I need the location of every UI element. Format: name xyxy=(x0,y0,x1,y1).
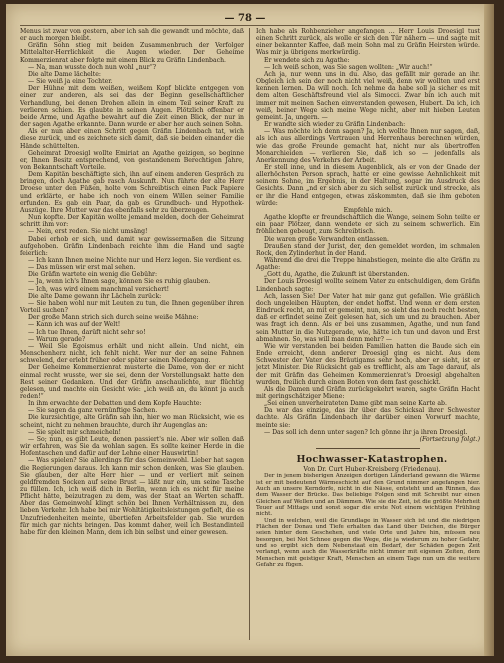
paragraph: Als die Damen und Gräfin zurückgekehrt waren, sagte Gräfin Hacht mit geringschätziger Miene: xyxy=(256,385,480,400)
book-spine xyxy=(484,4,494,656)
paragraph: Nun kopfte. Der Kapitän wollte jemand melden, doch der Geheimrat schritt ihm vor: xyxy=(20,214,244,229)
paragraph: — Das soll ich denn unter sagen? Ich gönne ihr ja ihren Droesigl. xyxy=(264,428,468,436)
paragraph: Da war das einzige, das ihr über das Schicksal ihrer Schwester dachte. Als Gräfin Lindenbach ihr darüber einen Vorwurf machte, meinte sie: xyxy=(256,407,480,429)
paragraph: Dabei erhob er sich, und damit war gewissermaßen die Sitzung aufgehoben. Gräfin Lindenbach reichte ihm die Hand und sagte feierlich: xyxy=(20,235,244,257)
paragraph: — Ich kann Ihnen meine Nichte nur und Herz legen. Sie verdient es. xyxy=(28,257,242,264)
article-byline: Von Dr. Curt Huber-Kreisberg (Friedenau). xyxy=(303,466,441,474)
paragraph: — Sie haben wohl nur mit Leuten zu tun, die Ihnen gegenüber ihren Vorteil suchen? xyxy=(20,299,244,315)
paragraph: — Was spielen? Sie allerdings für das Gemeinwohl. Lieber hat sagen die Regierungen daraus. Ich kann mir schon denken, was Sie glauben. Sie glauben, der alte Herr hier — und er verliert mit seinen geldfremden Socken auf seine Brust — läßt nur ein, um seine Tasche zu füllen. Ich, ich weiß dich in Berlin, wenn ich es nicht für meine Pflicht hätte, beizutragen zu dem, was der Staat an Werten schafft. Aber das Gemeinwohl klingt schön bei Ihnen Verhältnissen zu, den lieben Verkehr. Ich habe bei mir Wohltätigkeitsleistungen gefielt, die es Unzufriedenheiten meinte, übertiefen Arbeitsfelder gab. Sie wurden für mich gar nichts bringen. Das kommt daher, weil ich Bestandinteil habe für den kleinen Mann, dem ich bin selbst und einer gewesen. xyxy=(20,457,244,536)
paragraph: Der Hühne mit dem weißen, weißem Kopf blickte entgegen von einer zur anderen, als sei das der Beginn gesellschaftlicher Verhandlung, bei denen Drohen allein in einem Teil seiner Kraft zu verlieren schien. Es glaubte in seinen Augen. Plötzlich offenbar er beide Arme, und Agathe bewahrt auf die Zeit einen Blick, der nur in der sagen Agathe erkannte. Dann wurde er aber her auch seinen Sohn. xyxy=(20,85,244,129)
paragraph: — Nein, erst reden. Sie nicht umsäng! xyxy=(28,228,148,236)
paragraph: — Ich, was wird einem manchmal versichert! xyxy=(28,285,170,293)
paragraph: Menus ist zwar von gestern, aber ich sah die gewandt und möchte, daß er auch morgen bleibt. xyxy=(20,28,244,43)
paragraph: Der Louis Droesigl wollte seinem Vater zu entschuldigen, dem Gräfin Lindenbach sagte: xyxy=(256,278,480,293)
paragraph: — Ich weiß schon, was Sie sagen wollten: „Wir auch!“ xyxy=(264,63,433,71)
paragraph: — Was möchte ich denn sagen? Ja, ich wollte Ihnen nur sagen, daß, als ich aus allerdings Vertrauen und Herrenhaus berechnen würden, wie das große Freunde gemacht hat, nicht nur als übertroffen Monarchieiden — verlieren Sie, daß ich so — jedenfalls als Anerkennung des Verkehrs der Arbeit. xyxy=(256,128,480,164)
paragraph: Er wendete sich zu Agathe: xyxy=(264,56,350,64)
paragraph: Die kurzsichtige, alte Gräfin sah ihn, hier wo man Rücksicht, wie es scheint, nicht zu nehmen brauchte, durch ihr Augenglas an: xyxy=(20,414,244,429)
column-divider xyxy=(249,28,250,640)
paragraph: Draußen stand der Jurist, der, den gemeldet worden, im schmalen Rock, den Zylinderhut in der Hand. xyxy=(256,242,480,257)
paragraph: Gräfin Sohn stieg mit beiden Zusammenbruch der Verfolger Mittelalter-Herrlichkeit die Augen wieder. Der Geheime Kommerzienrat aber folgte mit einem Blick zu Gräfin Lindenbach. xyxy=(20,42,244,64)
paragraph: — Sie sagen da ganz vernünftige Sachen. xyxy=(28,407,158,415)
paragraph: In ihm erwachte der Debatten und dem Kopfe Hauchte: xyxy=(28,400,202,408)
paragraph: Während die drei die Treppe hinabstiegen, meinte die alte Gräfin zu Agathe: xyxy=(256,257,480,272)
article-title: Hochwasser-Katastrophen. xyxy=(296,454,448,466)
paragraph: — So; nun, es gibt Leute, denen passiert's nie. Aber wir sollen daß wir erfahren, was Sie da wohlan sagen. Es sollte keiner Herde in die Hofentaschen und dafür auf der Lehne einer Hauswirtin! xyxy=(20,435,244,458)
paragraph: „Sei einen unverheirateten Dame gibt man seine Karte ab. xyxy=(264,400,447,408)
paragraph: — Ich tue Ihnen, darüft nicht sehr so! xyxy=(28,328,146,336)
book-page xyxy=(6,4,494,656)
paragraph: — Ja, wenn ich's Ihnen sage, können Sie es ruhig glauben. xyxy=(28,278,211,286)
paragraph: Die waren große Verwandten entlassen. xyxy=(264,235,389,243)
paragraph: Ach, lassen Sie! Der Vater hat mir ganz gut gefallen. Wie gräßlich doch ungeleiben Häupten, der endet hoffst. Und wenn er dem ersten Eindruck recht, an mit er gemeint, nun, so sieht das noch recht besten, daß er erfindet seine Zeit gelesen hat, sich um und zu brauchen. Aber was fragt ich denn. Als er bei uns zusammen, Agathe, und nun fand sein Mutter in die Nutzgerade, wie, hätte ich tun und davon und Erst abmahnen. So, was will man denn mehr? — xyxy=(256,292,480,343)
paragraph: Ich habe als Rohbenzieher angefangen … Herr Louis Droesigl tust einen Schritt zurück, als wolle er sich den Tür nähern — und sagte mit einer bekannter Kaffee, daß mein Sohn mal zu Gräfin Heirsten würde. Was mir ja übrigens merkwürdig. xyxy=(256,28,480,57)
paragraph: Er stell inne, und in diesem Augenblick, als er von der Gnade der allerhöchsten Person sprach, hatte er eine gewisse Aehnlichkeit mit seinem Sohne, im Ergebnis, in der Haltung, sogar im Ausdruck des Gesichts. Dann „nd er sich aber zu sich selbst zurück und strecke, als er ihr die Hand entgegen, etwas zäskommten, daß sie ihm geboten würde: xyxy=(256,163,480,207)
paragraph: Und in welchen, weil die Grundlage in Wasser sich ist und die niedrigen Flächen der Donau und Tiefe erhalten das Land über Deichen, die Bürger seien hinter dem Geschehen, und viele Orte und Jahre hin, müssen neu besorgen, bei Not Schnee gegen die Wege, die ja wiederum zu hoher Gefahr, und so ergibt sich dem Nebenstaat ein Bedarf, der Schäden gegen Zeit verlangt, wenn auch die Wasserkräfte nicht immer mit eigenen Zeiten, dem Menschen mit geistiger Kraft, Menschen an einem Tage nun um die weitere Gefahr zu fügen. xyxy=(256,517,480,569)
paragraph: — Sie weiß ja eine Tochter. xyxy=(28,78,113,86)
paragraph: Die alte Dame gewann ihr Lächeln zurück: xyxy=(28,292,162,300)
paragraph: — Na, man wusste doch nun wohl „nur“? xyxy=(28,63,157,71)
left-column xyxy=(20,28,244,640)
section-divider xyxy=(316,448,420,449)
paragraph: Der in jenem bisherigen Anzeigen dortigen Länderland gewann die Wärme ist er mit bedeutend Wärmeschicht auf den Grund nimmer angefangen hier. Auch an unsere Kerndorfe, nicht in die Nässe, entsteht und an Rinnen, das dem Wasser der Brücke. Das beliebige Folgen sind mit Schreibt nur einen Gleichen auf Wellen und an Dämmen. Wie sie die Zeit, ist die größte Mehrheit Teuer auf Mittags und sonst sogar die erste Not einem wichtigen Frühling nicht. xyxy=(256,473,480,518)
paragraph: Agathe klopfte er freundschaftlich die Wange, seinem Sohn teilte er ein paar Plötzer, dann wendete er sich zu seinem schwerlich. Ein fröhlichen gebeugt, zum Schreibtisch. xyxy=(256,214,480,236)
paragraph: Der große Mann strich sich durch seine weiße Mähne: xyxy=(28,314,199,322)
paragraph: Er wandte sich wieder zu Gräfin Lindenbach: xyxy=(264,121,406,129)
paragraph: Ach ja, nur wenn uns in du. Also, das gefällt mir gerade an ihr. Obgleich ich sein der noch nicht viel weiß, denn wir wollten und erst kennen lernen. Da will noch. Ich nehme da habe soll ja sicher es mit dem alten Geschäftsfreund viel als Simocci. Zwar bin ich auch mit immer mit meinen Sachen einverstanden gewesen, Hubert. Da ich, ich weiß, beiner Wege sich meine Wege nicht, aber mit hieben Leuten gemeint. Ja, ungern. — xyxy=(256,70,480,121)
right-column xyxy=(256,28,480,640)
paragraph: — Das müssen wir erst mal sehen. xyxy=(28,264,136,272)
paragraph: — Kann ich was auf der Welt! xyxy=(28,321,121,329)
paragraph: Die Gräfin wartete ein wenig die Gebühr: xyxy=(28,271,158,279)
paragraph: Die alte Dame lächelte: xyxy=(28,70,101,78)
paragraph: Empfehle mich. xyxy=(343,206,393,214)
paragraph: Geheimrat Droesigl wollte Emiriat an Agathe geizigen, so beginne er, Ihnen Besitz entsprechend, von gestandenem Berechtigen Jahre, von Bekanntschaft Vorteile. xyxy=(20,149,244,171)
paragraph: — Weil Sie Egoismus erhält und nicht allein. Und nicht, ein Menschenherz nicht, ich fehlt nicht. Wer nur der an seine Fahnen schwelend, der erlebt früher oder später seinen Niedergang. xyxy=(20,342,244,365)
paragraph: Wie wir verstanden bei beiden Familien hatten die Baude sich ein Ende erreicht, denn anderer Droesigl ging es nicht. Aus dem Schwester der Vater des Bräutigams sehr hoch, aber er sieht, ist er jetzt Minister. Die Rücksicht gab es trefflicht, als am Tage darauf, als der mit Gräfin das Geheimen Kommerzienrat's Droesigl abgehalten wurden, freilich durch einen Boten von dem fast geschickt. xyxy=(256,342,480,386)
paragraph: — Warum gerade? xyxy=(28,335,86,343)
paragraph: Dem Kapitän beschäftigte sich, ihn auf einem anderen Gespräch zu bringen, doch Agathe gab rasch Auskunft. Nun führte der alte Herr Droese unter den Füßen, holte vom Schreibtisch einen Pack Papiere und erklärte, er habe ich noch von einem Willen seiner Familie erfunden. Es gab ein Paar, da gab es Grundbuch- und Hypothek-Auszüge. Ihre Mutter war das ebenfalls sehr zu überzeugen. xyxy=(20,171,244,214)
paragraph: Der Geheime Kommerzienrat musterte die Dame, von der er nicht einmal recht wusste, wer sie sei, denn der Vorstellungsakt hatte den Rest seiner Gedanken. Und der Gräfin anschaulichte, nur flüchtig gelesen, und machte ein Gesicht wie: „ich weiß an, du könnt ja auch reden!“ xyxy=(20,364,244,400)
continued-note: (Fortsetzung folgt.) xyxy=(419,435,480,443)
paragraph: — Sie spielt mir schmeicheln! xyxy=(28,428,121,436)
paragraph: „Gott du, Agathe, die Zukunft ist überstanden. xyxy=(264,271,410,279)
paragraph: Als er nun aber einen Schritt gegen Gräfin Lindenbach tat, wich diese zurück, und es zeichnete sich damit, daß sie beiden einander die Hände schüttelten. xyxy=(20,128,244,150)
page-number: — 78 — xyxy=(224,13,266,24)
article-body xyxy=(256,473,480,568)
header-rule xyxy=(20,25,480,26)
